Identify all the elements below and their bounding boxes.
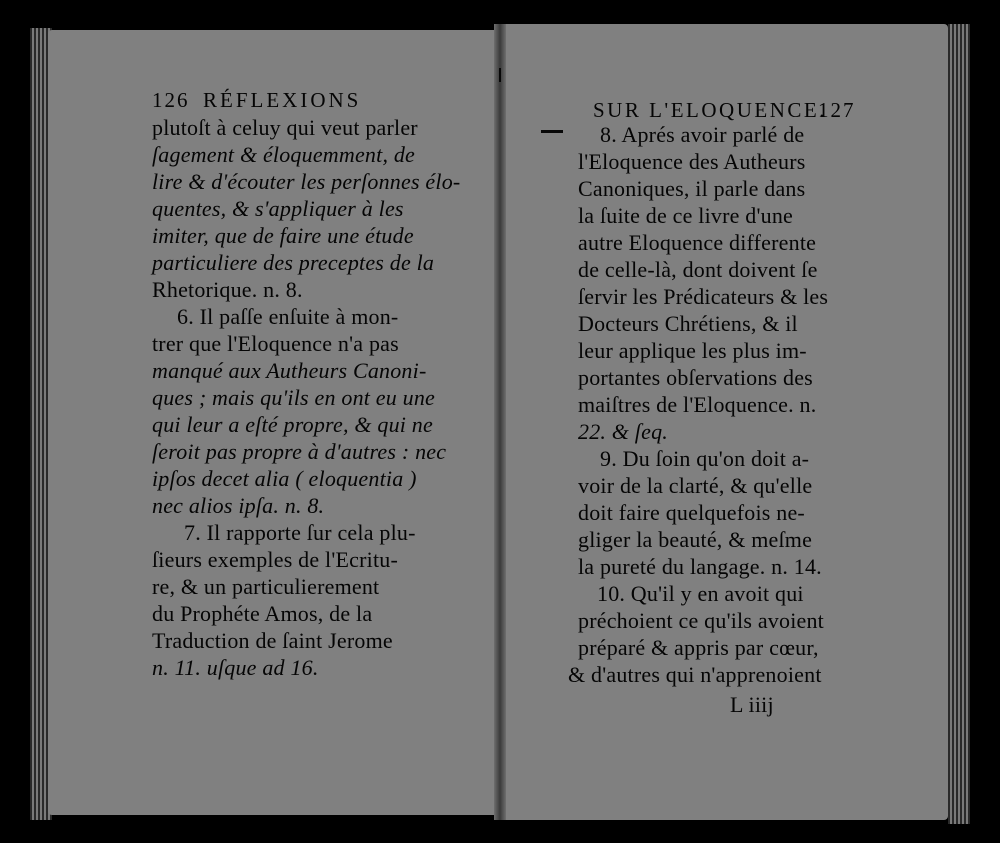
text-line: plutoſt à celuy qui veut parler	[152, 115, 418, 140]
text-line: ſieurs exemples de l'Ecritu-	[152, 547, 398, 572]
text-line: 10. Qu'il y en avoit qui	[597, 581, 804, 606]
text-line: gliger la beauté, & meſme	[578, 527, 813, 552]
text-line: nec alios ipſa. n. 8.	[152, 493, 325, 518]
ink-mark	[541, 130, 563, 133]
text-line: du Prophéte Amos, de la	[152, 601, 373, 626]
text-line: 8. Aprés avoir parlé de	[600, 122, 805, 147]
text-line: n. 11. uſque ad 16.	[152, 655, 319, 680]
text-line: ſeroit pas propre à d'autres : nec	[152, 439, 447, 464]
text-line: leur applique les plus im-	[578, 338, 807, 363]
signature-mark: L iiij	[730, 692, 774, 717]
text-line: ques ; mais qu'ils en ont eu une	[152, 385, 436, 410]
text-line: Docteurs Chrétiens, & il	[578, 311, 798, 336]
text-line: manqué aux Autheurs Canoni-	[152, 358, 427, 383]
book-gutter	[494, 24, 506, 820]
text-line: ipſos decet alia ( eloquentia )	[152, 466, 417, 491]
text-line: trer que l'Eloquence n'a pas	[152, 331, 399, 356]
text-line: particuliere des preceptes de la	[152, 250, 435, 275]
text-line: préparé & appris par cœur,	[578, 635, 819, 660]
right-running-title: SUR L'ELOQUENCE.	[593, 98, 827, 122]
right-page-edges	[948, 24, 970, 824]
text-line: voir de la clarté, & qu'elle	[578, 473, 813, 498]
text-line: Rhetorique. n. 8.	[152, 277, 303, 302]
text-line: imiter, que de faire une étude	[152, 223, 414, 248]
text-line: & d'autres qui n'apprenoient	[568, 662, 822, 687]
left-running-title: RÉFLEXIONS	[203, 88, 362, 112]
ink-mark	[499, 68, 501, 82]
text-line: 9. Du ſoin qu'on doit a-	[600, 446, 810, 471]
text-line: ſagement & éloquemment, de	[152, 142, 416, 167]
text-line: l'Eloquence des Autheurs	[578, 149, 806, 174]
text-line: lire & d'écouter les perſonnes élo-	[152, 169, 461, 194]
text-line: doit faire quelquefois ne-	[578, 500, 805, 525]
right-page-number: 127	[818, 98, 856, 122]
text-line: Canoniques, il parle dans	[578, 176, 806, 201]
text-line: la ſuite de ce livre d'une	[578, 203, 794, 228]
text-line: ſervir les Prédicateurs & les	[578, 284, 829, 309]
text-line: Traduction de ſaint Jerome	[152, 628, 393, 653]
text-line: maiſtres de l'Eloquence. n.	[578, 392, 817, 417]
text-line: de celle-là, dont doivent ſe	[578, 257, 818, 282]
text-line: portantes obſervations des	[578, 365, 813, 390]
text-line: autre Eloquence differente	[578, 230, 817, 255]
text-line: 6. Il paſſe enſuite à mon-	[177, 304, 399, 329]
text-line: la pureté du langage. n. 14.	[578, 554, 822, 579]
text-line: qui leur a eſté propre, & qui ne	[152, 412, 433, 437]
text-line: 22. & ſeq.	[578, 419, 668, 444]
text-line: quentes, & s'appliquer à les	[152, 196, 404, 221]
left-page-number: 126	[152, 88, 190, 112]
text-line: re, & un particulierement	[152, 574, 380, 599]
text-line: 7. Il rapporte ſur cela plu-	[184, 520, 416, 545]
text-line: préchoient ce qu'ils avoient	[578, 608, 824, 633]
